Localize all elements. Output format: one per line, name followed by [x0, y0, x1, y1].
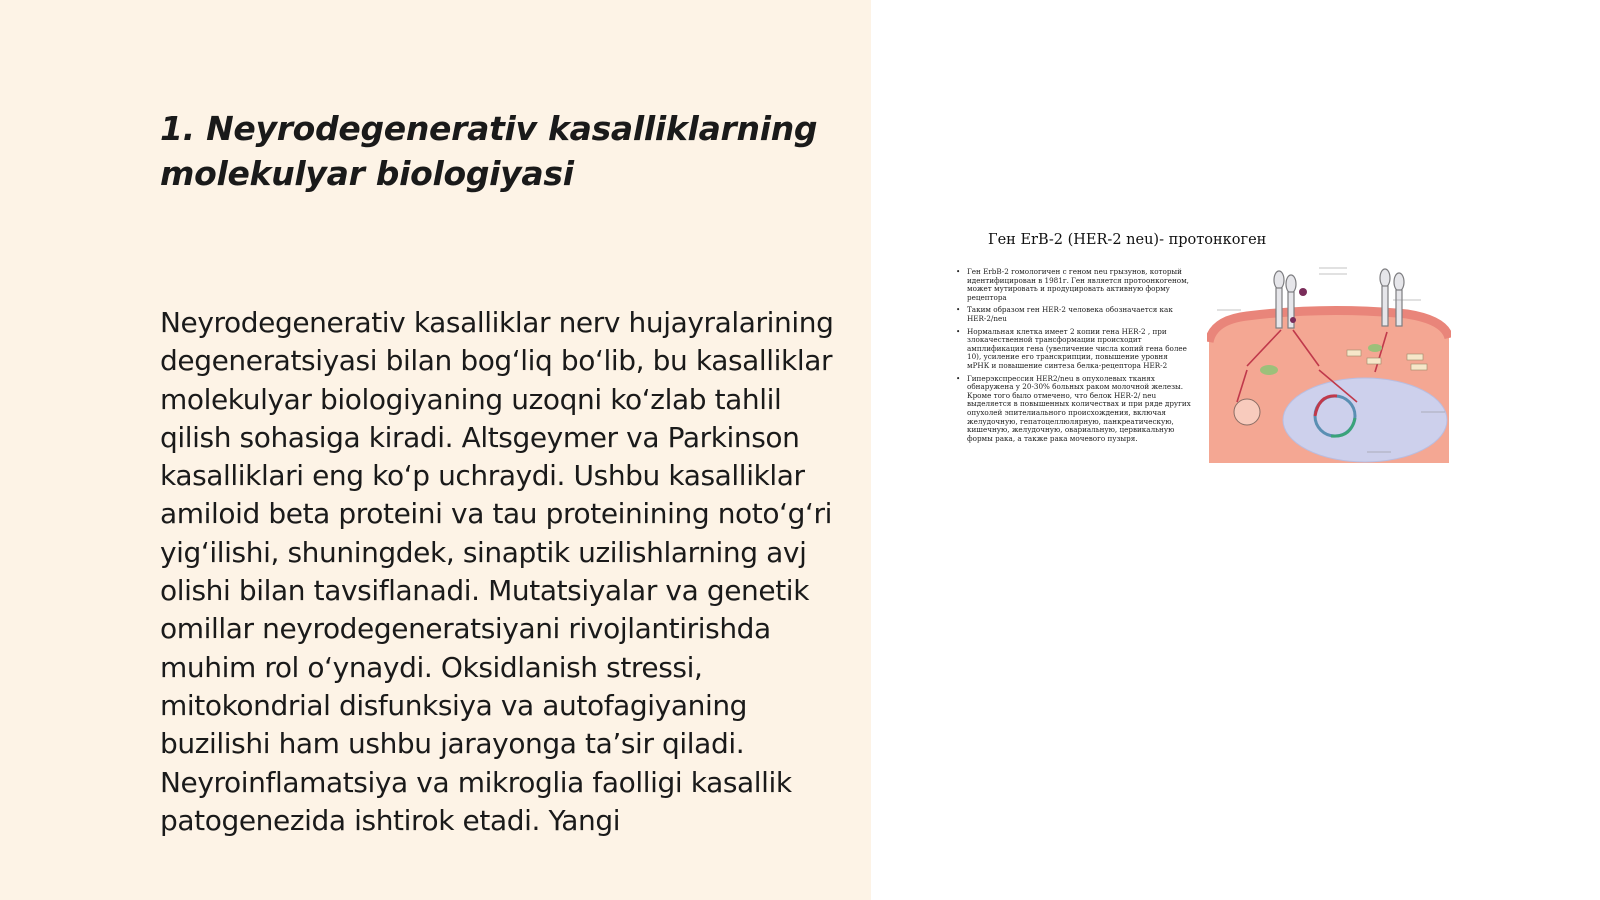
protein-blob: [1290, 317, 1296, 323]
protein-blob: [1260, 365, 1278, 375]
her2-signaling-diagram: [1207, 262, 1451, 463]
nucleus-shape: [1283, 378, 1447, 462]
figure-bullet-list: [956, 268, 1192, 447]
protein-blob: [1368, 344, 1382, 352]
figure-title: Ген ErB-2 (HER-2 neu)- протонкоген: [988, 232, 1267, 248]
protein-blob: [1299, 288, 1307, 296]
slide-body-text: Neyrodegenerativ kasalliklar nerv hujayralarining degeneratsiyasi bilan bog‘liq bo‘lib, bu kasalliklar molekulyar biologiyaning uzoqni ko‘zlab tahlil qilish sohasiga kiradi. Altsgeymer va Parkinson kasalliklari eng ko‘p uchraydi. Ushbu kasalliklar amiloid beta proteini va tau proteinining noto‘g‘ri yig‘ilishi, shuningdek, sinaptik uzilishlarning avj olishi bilan tavsiflanadi. Mutatsiyalar va genetik omillar neyrodegeneratsiyani rivojlantirishda muhim rol o‘ynaydi. Oksidlanish stressi, mitokondrial disfunksiya va autofagiyaning buzilishi ham ushbu jarayonga ta’sir qiladi. Neyroinflamatsiya va mikroglia faolligi kasallik patogenezida ishtirok etadi. Yangi: [160, 306, 834, 837]
vesicle-shape: [1234, 399, 1260, 425]
embedded-slide-image: [950, 226, 1450, 471]
figure-bullet: • Нормальная клетка имеет 2 копии гена HER-2 , при злокачественной трансформации происходит амплификация гена (увеличение числа копий гена более 10), усиление его транскрипции, повышение уровня мРНК и повышение синтеза белка-рецептора HER-2: [956, 328, 1192, 371]
figure-bullet: • Гиперэкспрессия HER2/neu в опухолевых тканях обнаружена у 20-30% больных раком молочной железы. Кроме того было отмечено, что белок HER-2/ neu выделяется в повышенных количествах и при ряде других опухолей эпителиального происхождения, включая желудочную, гепатоцеллюлярную, панкреатическую, кишечную, желудочную, овариальную, цервикальную формы рака, а также рака мочевого пузыря.: [956, 375, 1192, 444]
slide-title: 1. Neyrodegenerativ kasalliklarning molekulyar biologiyasi: [160, 109, 818, 193]
figure-bullet: • Ген ErbB-2 гомологичен с геном neu грызунов, который идентифицирован в 1981г. Ген является протоонкогеном, может мутировать и продуцировать активную форму рецептора: [956, 268, 1192, 302]
figure-bullet: • Таким образом ген HER-2 человека обозначается как HER-2/neu: [956, 306, 1192, 323]
